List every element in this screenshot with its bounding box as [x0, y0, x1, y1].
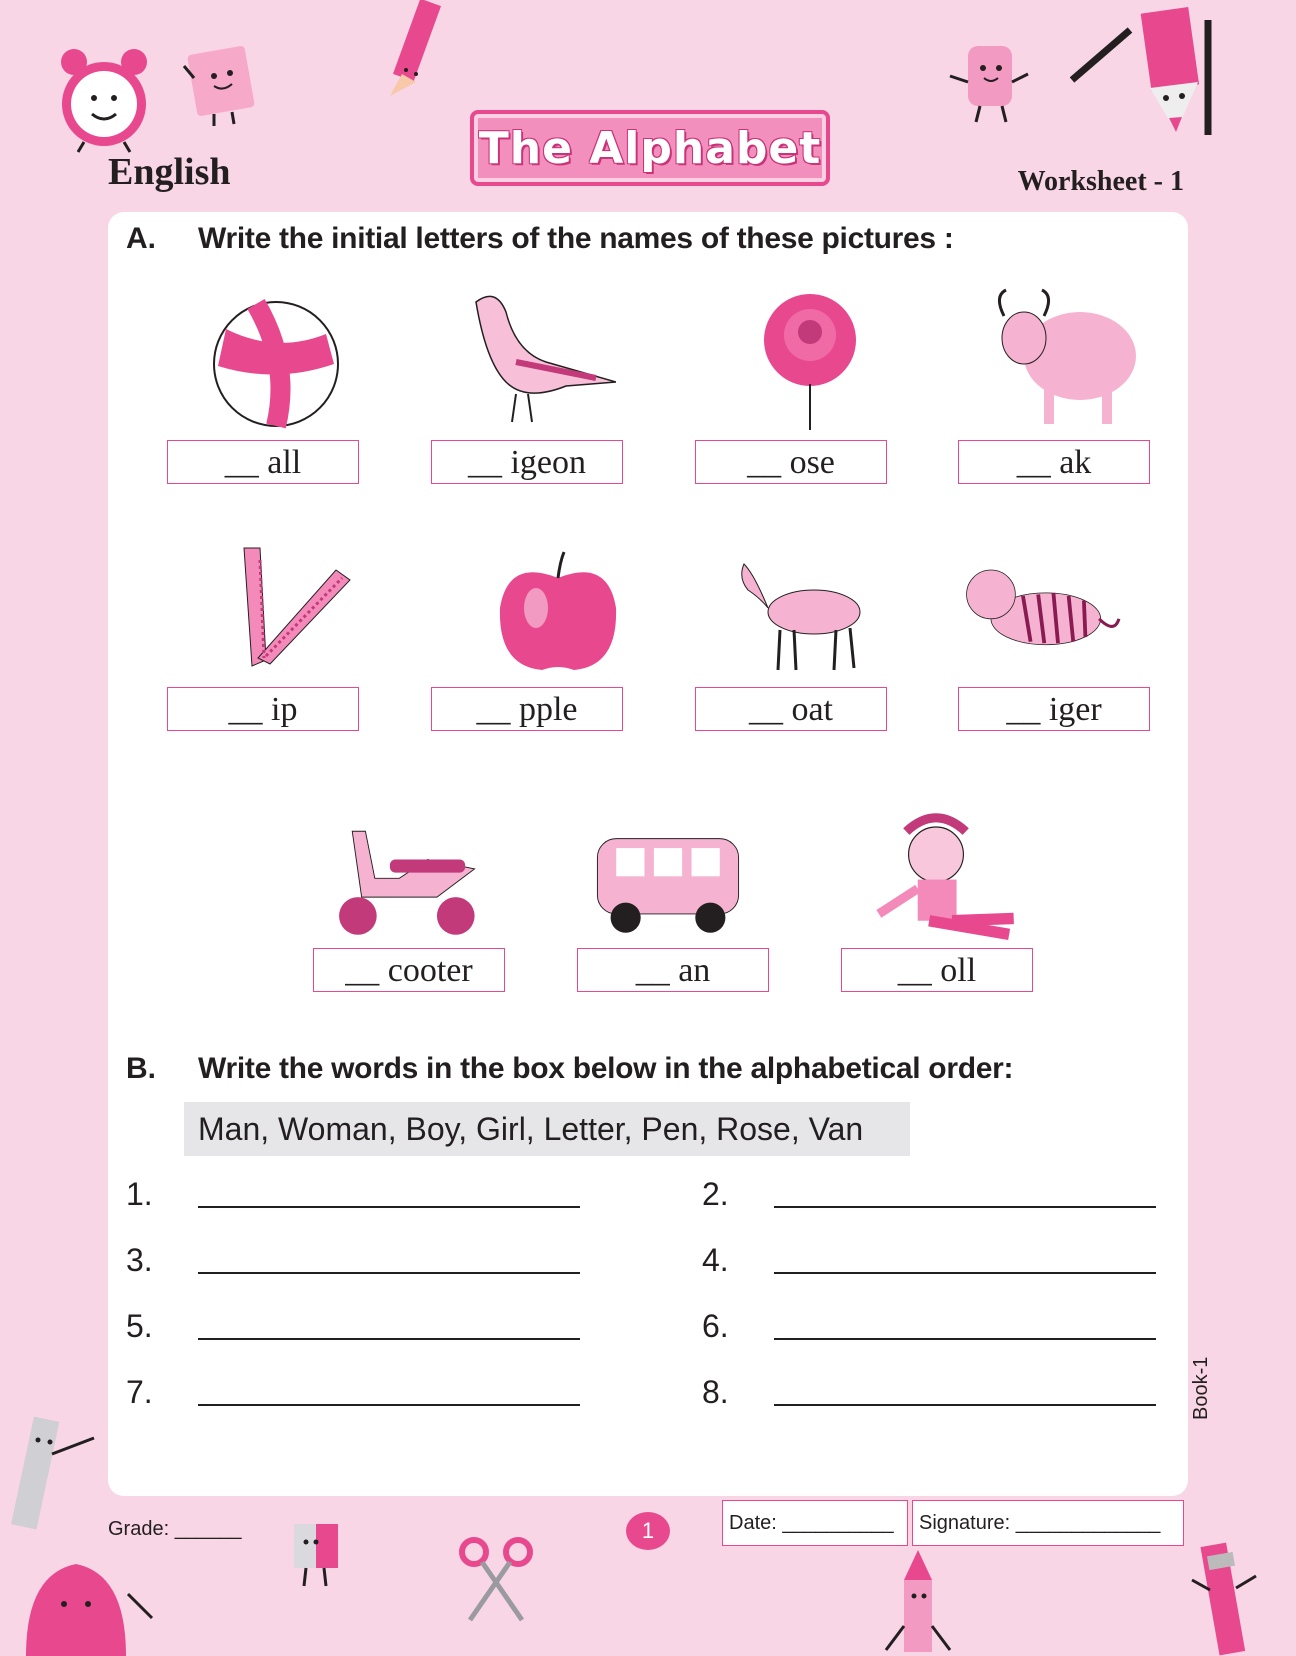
word-box-rose[interactable]	[695, 440, 887, 484]
worksheet-number: Worksheet - 1	[1017, 166, 1184, 197]
sharpener-character-icon	[286, 1520, 348, 1590]
word-pigeon: __ igeon	[467, 444, 587, 481]
word-box-pigeon[interactable]	[431, 440, 623, 484]
worksheet-title-banner	[470, 110, 830, 186]
goat-picture	[724, 534, 884, 684]
word-rose: __ ose	[747, 444, 835, 481]
book-reference: Book-1	[1190, 1356, 1212, 1420]
answer-number-6: 6.	[702, 1308, 729, 1344]
signature-label: Signature: _____________	[919, 1511, 1161, 1534]
pencil-icon	[384, 0, 454, 110]
pigeon-picture	[456, 282, 616, 432]
word-box-scooter[interactable]	[313, 948, 505, 992]
page-number-badge	[626, 1512, 670, 1550]
pen-character-icon	[1190, 1540, 1260, 1656]
word-scooter: __ cooter	[345, 952, 473, 989]
answer-number-8: 8.	[702, 1374, 729, 1410]
rose-picture	[730, 290, 890, 440]
word-box-zip[interactable]	[167, 687, 359, 731]
subject-label: English	[108, 151, 231, 193]
eraser-character-icon	[946, 42, 1036, 124]
word-list-box	[184, 1102, 910, 1156]
section-a-instruction: Write the initial letters of the names of these pictures :	[198, 222, 954, 255]
backpack-character-icon	[16, 1534, 156, 1656]
ball-picture	[196, 284, 356, 434]
answer-line-5[interactable]	[198, 1338, 580, 1340]
crayon-character-icon	[884, 1546, 954, 1656]
answer-number-1: 1.	[126, 1176, 153, 1212]
word-box-ball[interactable]	[167, 440, 359, 484]
word-box-doll[interactable]	[841, 948, 1033, 992]
date-label: Date: __________	[729, 1511, 894, 1534]
tiger-picture	[962, 540, 1122, 690]
word-ball: __ all	[224, 444, 302, 481]
section-b-letter: B.	[126, 1052, 156, 1085]
word-box-van[interactable]	[577, 948, 769, 992]
yak-picture	[984, 286, 1144, 436]
answer-line-3[interactable]	[198, 1272, 580, 1274]
section-a-letter: A.	[126, 222, 156, 255]
word-doll: __ oll	[897, 952, 977, 989]
van-picture	[588, 806, 748, 956]
answer-number-7: 7.	[126, 1374, 153, 1410]
worksheet-title: The Alphabet	[478, 122, 822, 174]
word-apple: __ pple	[476, 691, 578, 728]
word-goat: __ oat	[748, 691, 834, 728]
word-zip: __ ip	[228, 691, 298, 728]
word-box-goat[interactable]	[695, 687, 887, 731]
apple-picture	[478, 548, 638, 698]
zip-picture	[226, 540, 386, 690]
answer-line-4[interactable]	[774, 1272, 1156, 1274]
word-van: __ an	[635, 952, 711, 989]
answer-line-8[interactable]	[774, 1404, 1156, 1406]
word-box-apple[interactable]	[431, 687, 623, 731]
word-box-yak[interactable]	[958, 440, 1150, 484]
answer-line-7[interactable]	[198, 1404, 580, 1406]
notebook-character-icon	[178, 42, 270, 128]
answer-number-3: 3.	[126, 1242, 153, 1278]
signature-field[interactable]	[912, 1500, 1184, 1546]
grade-field[interactable]: Grade: ______	[108, 1518, 242, 1540]
answer-number-5: 5.	[126, 1308, 153, 1344]
word-tiger: __ iger	[1006, 691, 1102, 728]
answer-number-2: 2.	[702, 1176, 729, 1212]
date-field[interactable]	[722, 1500, 908, 1546]
answer-line-6[interactable]	[774, 1338, 1156, 1340]
scooter-picture	[324, 808, 484, 958]
answer-line-2[interactable]	[774, 1206, 1156, 1208]
ruler-character-icon	[8, 1414, 98, 1534]
doll-picture	[872, 808, 1032, 958]
word-list: Man, Woman, Boy, Girl, Letter, Pen, Rose, Van	[198, 1110, 864, 1147]
answer-line-1[interactable]	[198, 1206, 580, 1208]
word-box-tiger[interactable]	[958, 687, 1150, 731]
word-yak: __ ak	[1016, 444, 1092, 481]
section-b-instruction: Write the words in the box below in the alphabetical order:	[198, 1052, 1014, 1085]
page-number: 1	[641, 1518, 655, 1543]
pencil-character-icon	[1070, 0, 1220, 140]
scissors-icon	[456, 1534, 536, 1624]
alarm-clock-icon	[54, 44, 154, 154]
answer-number-4: 4.	[702, 1242, 729, 1278]
